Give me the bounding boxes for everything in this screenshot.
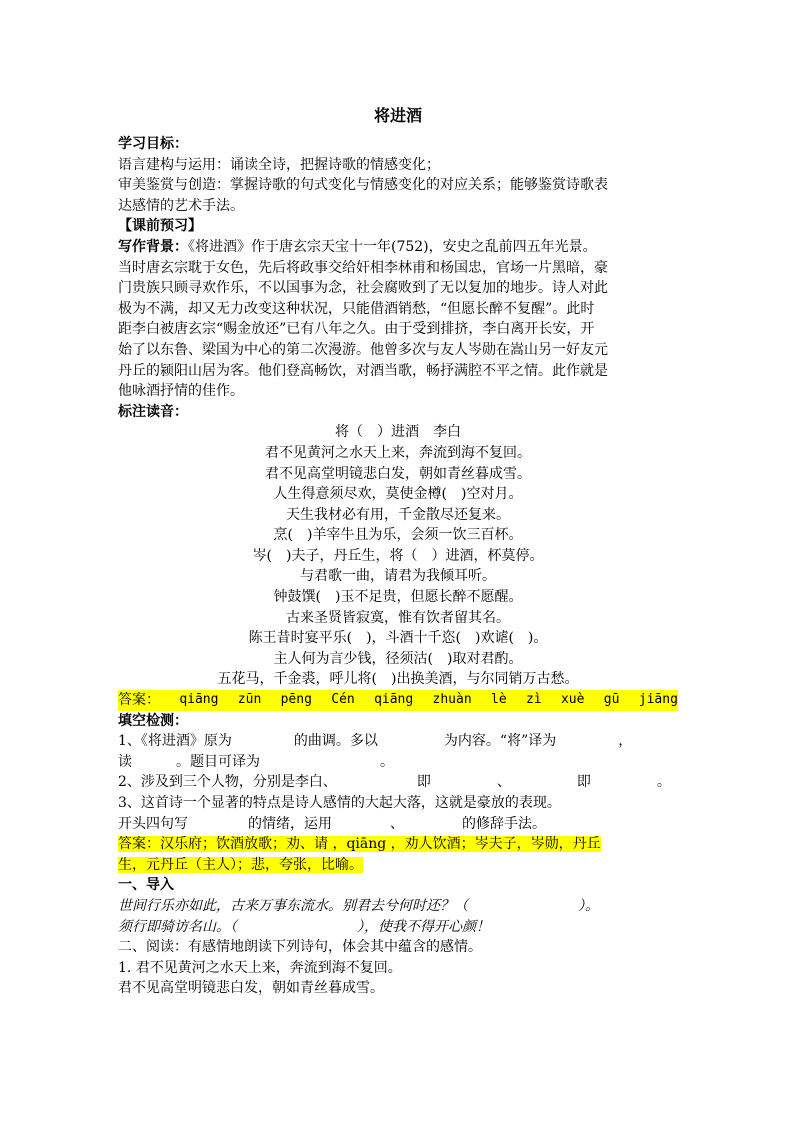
intro-text: ），使我不得开心颜！ xyxy=(357,918,490,935)
background-line: 他咏酒抒情的佳作。 xyxy=(118,383,244,400)
fill-text: 的情绪，运用 xyxy=(248,815,332,832)
pinyin-item: Cén xyxy=(331,692,355,708)
background-text: 《将进酒》作于唐玄宗天宝十一年(752)，安史之乱前四五年光景。 xyxy=(188,238,597,255)
poem-line: 君不见黄河之水天上来，奔流到海不复回。 xyxy=(265,444,531,461)
fill-text: 读 xyxy=(118,753,132,770)
poem-line: 古来圣贤皆寂寞，惟有饮者留其名。 xyxy=(286,609,510,626)
fill-text: 、 xyxy=(496,774,511,791)
fill-question-2 xyxy=(118,772,678,793)
document-title: 将进酒 xyxy=(373,106,422,125)
poem-line: 五花马，千金裘，呼儿将( )出换美酒，与尔同销万古愁。 xyxy=(217,671,579,688)
pinyin-item: zì xyxy=(525,692,542,708)
pinyin-item: zhuàn xyxy=(432,692,472,708)
intro-line xyxy=(118,896,678,917)
intro-text: 世间行乐亦如此，古来万事东流水。别君去兮何时还？（ xyxy=(118,897,468,914)
fill-text: 、 xyxy=(390,815,404,832)
objective-line: 审美鉴赏与创造：掌握诗歌的句式变化与情感变化的对应关系；能够鉴赏诗歌表 xyxy=(118,177,608,194)
intro-heading: 一、导入 xyxy=(118,877,174,894)
fill-text: 2、涉及到三个人物，分别是李白、 xyxy=(118,774,337,791)
objectives-heading: 学习目标： xyxy=(118,136,188,152)
fill-question-1 xyxy=(118,731,678,752)
background-line: 门贵族只顾寻欢作乐，不以国事为念，社会腐败到了无以复加的地步。诗人对此 xyxy=(118,280,608,297)
poem-title-line: 将（ ）进酒 李白 xyxy=(335,424,461,441)
fill-text: 即 xyxy=(576,774,591,791)
answer-fill-line xyxy=(118,834,678,855)
pinyin-item: pēng xyxy=(280,692,312,708)
pinyin-item: xuè xyxy=(560,692,585,708)
background-label: 写作背景： xyxy=(118,238,188,255)
background-line: 丹丘的颍阳山居为客。他们登高畅饮，对酒当歌，畅抒满腔不平之情。此作就是 xyxy=(118,362,608,379)
poem-line: 人生得意须尽欢，莫使金樽( )空对月。 xyxy=(273,486,523,503)
poem-line: 烹( )羊宰牛且为乐，会须一饮三百杯。 xyxy=(273,527,523,544)
pinyin-item: zūn xyxy=(237,692,262,708)
pinyin-item: lè xyxy=(491,692,507,708)
background-line: 当时唐玄宗耽于女色，先后将政事交给奸相李林甫和杨国忠，官场一片黑暗，豪 xyxy=(118,259,608,276)
objective-line: 达感情的艺术手法。 xyxy=(118,197,244,214)
poem-line: 主人何为言少钱，径须沽( )取对君酌。 xyxy=(273,650,523,667)
pinyin-item: gū xyxy=(603,692,620,708)
poem-line: 与君歌一曲，请君为我倾耳听。 xyxy=(300,568,496,585)
pinyin-item: qiāng xyxy=(374,692,414,708)
fill-question-3: 3、这首诗一个显著的特点是诗人感情的大起大落，这就是豪放的表现。 xyxy=(118,795,561,811)
answer-pinyin-line xyxy=(118,690,678,711)
fill-text: 为内容。“将”译为 xyxy=(443,733,557,750)
fill-text: 的修辞手法。 xyxy=(462,815,546,832)
background-line xyxy=(118,237,678,258)
poem-line: 钟鼓馔( )玉不足贵，但愿长醉不愿醒。 xyxy=(273,589,523,606)
fill-text: 。 xyxy=(380,753,394,770)
answer-highlight: 生，元丹丘（主人）；悲，夸张，比喻。 xyxy=(118,856,363,873)
poem-line: 天生我材必有用，千金散尽还复来。 xyxy=(286,506,510,523)
fill-question-1-cont xyxy=(118,752,678,773)
intro-text: ）。 xyxy=(578,897,599,914)
fill-question-4 xyxy=(118,814,678,835)
reading-heading: 二、阅读：有感情地朗读下列诗句，体会其中蕴含的感情。 xyxy=(118,939,482,956)
fill-heading: 填空检测： xyxy=(118,712,188,729)
poem-line: 君不见高堂明镜悲白发，朝如青丝暮成雪。 xyxy=(265,465,531,482)
pronunciation-heading: 标注读音： xyxy=(118,403,188,420)
fill-text: 开头四句写 xyxy=(118,815,188,832)
background-line: 始了以东鲁、梁国为中心的第二次漫游。他曾多次与友人岑勋在嵩山另一好友元 xyxy=(118,341,608,358)
intro-line xyxy=(118,917,678,938)
poem-line: 岑( )夫子，丹丘生，将（ ）进酒，杯莫停。 xyxy=(252,547,544,564)
answer-fill-line xyxy=(118,855,678,876)
fill-text: 1、《将进酒》原为 xyxy=(118,733,232,750)
answer-highlight: 答案：汉乐府；饮酒放歌；劝、请 ，qiāng ，劝人饮酒；岑夫子，岑勋，丹丘 xyxy=(118,836,601,853)
fill-text: 的曲调。多以 xyxy=(293,733,378,750)
fill-text: 即 xyxy=(416,774,431,791)
intro-text: 须行即骑访名山。（ xyxy=(118,918,237,935)
background-line: 距李白被唐玄宗“赐金放还”已有八年之久。由于受到排挤，李白离开长安，开 xyxy=(118,321,595,338)
fill-text: ， xyxy=(618,733,633,750)
reading-line: 1. 君不见黄河之水天上来，奔流到海不复回。 xyxy=(118,959,402,976)
document-page xyxy=(118,104,678,999)
pinyin-item: qiāng xyxy=(179,692,219,708)
fill-text: 。题目可译为 xyxy=(176,753,260,770)
poem-line: 陈王昔时宴平乐( )，斗酒十千恣( )欢谑( )。 xyxy=(248,630,548,647)
pinyin-item: jiāng xyxy=(638,692,678,708)
objective-line: 语言建构与运用：诵读全诗，把握诗歌的情感变化； xyxy=(118,156,440,173)
answer-label: 答案： xyxy=(118,692,160,709)
reading-line: 君不见高堂明镜悲白发，朝如青丝暮成雪。 xyxy=(118,980,384,997)
preview-heading: 【课前预习】 xyxy=(118,218,202,235)
fill-text: 。 xyxy=(656,774,671,791)
background-line: 极为不满，却又无力改变这种状况，只能借酒销愁，“但愿长醉不复醒”。此时 xyxy=(118,300,595,317)
